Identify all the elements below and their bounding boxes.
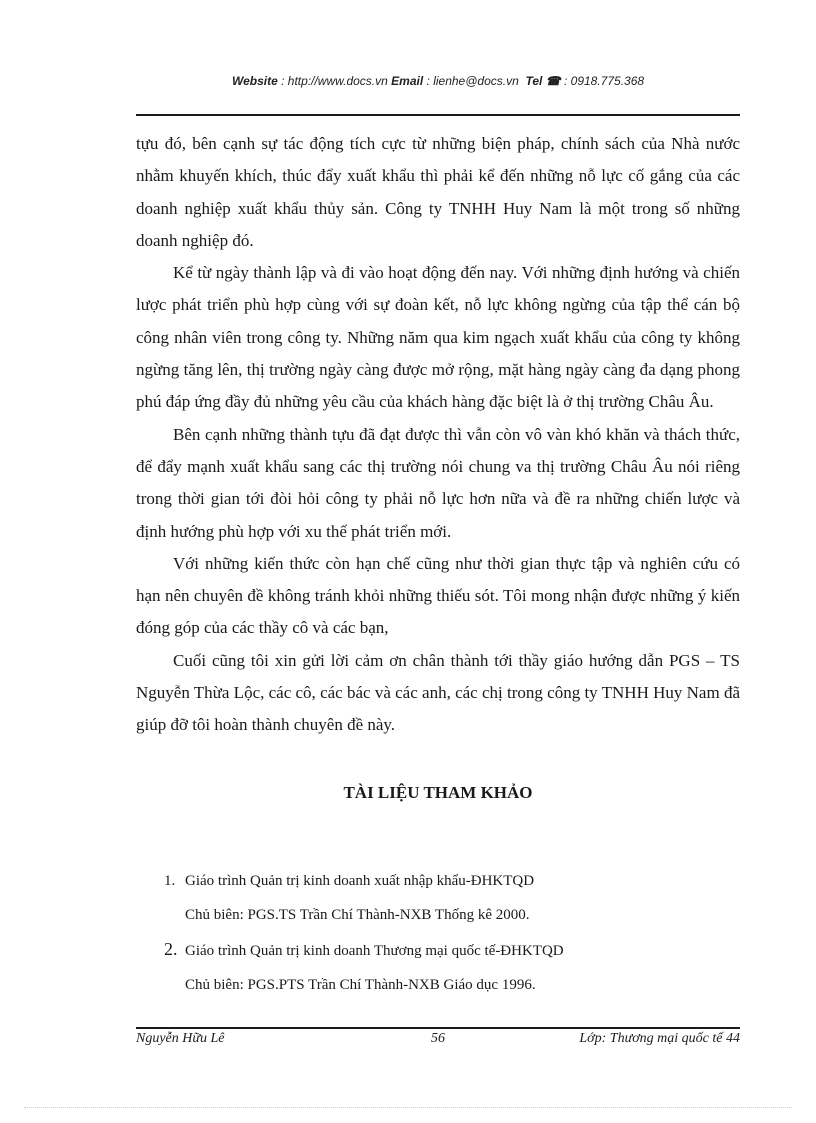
header-separator: : [423,74,434,88]
paragraph: Kể từ ngày thành lập và đi vào hoạt động đến nay. Với những định hướng và chiến lược phát triển phù hợp cùng với sự đoàn kết, nỗ lực không ngừng của tập thể cán bộ công nhân viên trong công ty. Những năm qua kim ngạch xuất khẩu của công ty không ngừng tăng lên, thị trường ngày càng được mở rộng, mặt hàng ngày càng đa dạng phong phú đáp ứng đầy đủ những yêu cầu của khách hàng đặc biệt là ở thị trường Châu Âu. [136,263,740,412]
reference-title: Giáo trình Quản trị kinh doanh Thương mại quốc tế-ĐHKTQD [185,943,564,959]
reference-number: 2. [164,939,178,959]
reference-item [164,932,724,968]
tel-number: 0918.775.368 [570,74,645,88]
email-label: Email [391,74,424,88]
footer-divider [136,1027,740,1029]
references-title: TÀI LIỆU THAM KHẢO [343,783,533,802]
paragraph: Bên cạnh những thành tựu đã đạt được thì vẫn còn vô vàn khó khăn và thách thức, để đẩy mạnh xuất khẩu sang các thị trường nói chung va thị trường Châu Âu nói riêng trong thời gian tới đòi hỏi công ty phải nỗ lực hơn nữa và đề ra những chiến lược và định hướng phù hợp với xu thế phát triển mới. [136,424,740,541]
email-address[interactable]: lienhe@docs.vn [433,74,519,88]
references-list [164,864,724,1002]
footer-class: Lớp: Thương mại quốc tế 44 [579,1031,740,1046]
document-body [136,128,740,742]
reference-title: Giáo trình Quản trị kinh doanh xuất nhập khẩu-ĐHKTQD [185,873,535,889]
page-number: 56 [431,1031,445,1046]
paragraph: tựu đó, bên cạnh sự tác động tích cực từ những biện pháp, chính sách của Nhà nước nhằm khuyến khích, thúc đẩy xuất khẩu thì phải kể đến những nỗ lực cố gắng của các doanh nghiệp xuất khẩu thủy sản. Công ty TNHH Huy Nam là một trong số những doanh nghiệp đó. [136,134,740,250]
website-label: Website [231,74,278,88]
reference-detail: Chủ biên: PGS.TS Trần Chí Thành-NXB Thống kê 2000. [185,907,530,923]
header-separator: : [560,74,571,88]
website-url[interactable]: http://www.docs.vn [287,74,388,88]
footer-author: Nguyễn Hữu Lê [136,1031,225,1046]
page-bottom-border [24,1107,792,1108]
page-footer [136,1031,740,1047]
reference-detail: Chủ biên: PGS.PTS Trần Chí Thành-NXB Giáo dục 1996. [185,977,536,993]
paragraph: Với những kiến thức còn hạn chế cũng như thời gian thực tập và nghiên cứu có hạn nên chuyên đề không tránh khỏi những thiếu sót. Tôi mong nhận được những ý kiến đóng góp của các thầy cô và các bạn, [136,553,740,638]
header-divider [136,114,740,116]
tel-label: Tel ☎ [525,74,561,88]
reference-number: 1. [164,873,176,889]
paragraph: Cuối cũng tôi xin gửi lời cảm ơn chân thành tới thầy giáo hướng dẫn PGS – TS Nguyễn Thừa Lộc, các cô, các bác và các anh, các chị trong công ty TNHH Huy Nam đã giúp đỡ tôi hoàn thành chuyên đề này. [136,650,740,735]
reference-item [164,864,724,898]
page-header [136,74,740,88]
header-separator: : [277,74,288,88]
